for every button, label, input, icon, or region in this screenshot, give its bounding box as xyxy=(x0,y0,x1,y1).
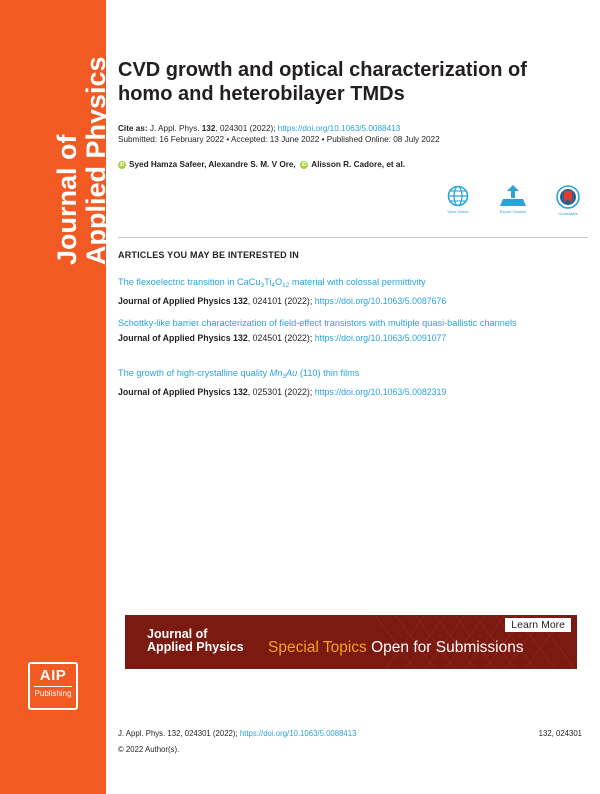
footer-page-id: 132, 024301 xyxy=(538,729,582,738)
footer-citation: J. Appl. Phys. 132, 024301 (2022); https://doi.org/10.1063/5.0088413 xyxy=(118,729,357,738)
globe-icon xyxy=(447,185,469,207)
cite-rest: , 024301 (2022); xyxy=(215,124,276,133)
journal-name-line2: Applied Physics xyxy=(81,56,111,265)
related-article-citation: Journal of Applied Physics 132, 024101 (2022); https://doi.org/10.1063/5.0087676 xyxy=(118,296,447,306)
export-citation-label: Export Citation xyxy=(499,209,527,214)
related-article-title[interactable]: The flexoelectric transition in $CaCu_3Ti_4O_{12}$ material with colossal permittivity xyxy=(118,277,426,289)
related-article-title[interactable]: Schottky-like barrier characterization of field-effect transistors with multiple quasi-ballistic channels xyxy=(118,318,517,328)
related-article xyxy=(118,276,578,307)
related-article-title[interactable]: The growth of high-crystalline quality $Mn_3Au$ (110) thin films xyxy=(118,368,360,380)
related-articles-heading: ARTICLES YOU MAY BE INTERESTED IN xyxy=(118,250,299,260)
related-article-citation: Journal of Applied Physics 132, 024501 (2022); https://doi.org/10.1063/5.0091077 xyxy=(118,333,447,343)
cite-volume: 132 xyxy=(201,124,216,133)
cite-journal: J. Appl. Phys. xyxy=(149,124,200,133)
aip-logo-text: AIP xyxy=(39,667,67,684)
orcid-icon[interactable]: iD xyxy=(301,161,307,168)
banner-special-topics: Special Topics Open for Submissions xyxy=(268,639,524,656)
journal-name-vertical xyxy=(53,25,111,265)
article-meta xyxy=(118,123,588,145)
related-article-doi[interactable]: https://doi.org/10.1063/5.0091077 xyxy=(314,333,447,343)
article-dates: Submitted: 16 February 2022 • Accepted: 13 June 2022 • Published Online: 08 July 2022 xyxy=(118,135,440,144)
export-citation-button[interactable] xyxy=(488,185,538,214)
orcid-icon[interactable]: iD xyxy=(119,161,125,168)
journal-name-line1: Journal of xyxy=(52,134,82,265)
special-topics-banner[interactable] xyxy=(125,615,577,669)
section-divider xyxy=(118,237,588,238)
banner-journal-name: Journal of Applied Physics xyxy=(147,627,244,654)
related-article-doi[interactable]: https://doi.org/10.1063/5.0087676 xyxy=(314,296,447,306)
view-online-label: View Online xyxy=(447,209,469,214)
author-list xyxy=(118,159,588,170)
related-article xyxy=(118,367,578,398)
related-article-citation: Journal of Applied Physics 132, 025301 (2022); https://doi.org/10.1063/5.0082319 xyxy=(118,387,447,397)
crossmark-label: CrossMark xyxy=(558,211,578,216)
related-article xyxy=(118,317,578,344)
crossmark-icon xyxy=(556,185,580,209)
article-title: CVD growth and optical characterization of homo and heterobilayer TMDs xyxy=(118,59,527,105)
aip-publishing-logo[interactable] xyxy=(28,662,78,710)
related-article-doi[interactable]: https://doi.org/10.1063/5.0082319 xyxy=(314,387,447,397)
crossmark-button[interactable] xyxy=(543,185,593,216)
journal-sidebar xyxy=(0,0,111,794)
view-online-button[interactable] xyxy=(433,185,483,214)
export-icon xyxy=(500,185,526,207)
cite-label: Cite as: xyxy=(118,124,148,133)
learn-more-button[interactable]: Learn More xyxy=(505,618,571,632)
footer-copyright: © 2022 Author(s). xyxy=(118,745,180,754)
publishing-logo-text: Publishing xyxy=(34,686,72,698)
authors-part1[interactable]: Syed Hamza Safeer, Alexandre S. M. V Ore, xyxy=(129,160,296,169)
authors-part2[interactable]: Alisson R. Cadore, et al. xyxy=(311,160,406,169)
cite-line xyxy=(118,123,588,134)
article-doi-link[interactable]: https://doi.org/10.1063/5.0088413 xyxy=(277,124,401,133)
footer-doi-link[interactable]: https://doi.org/10.1063/5.0088413 xyxy=(239,729,357,738)
